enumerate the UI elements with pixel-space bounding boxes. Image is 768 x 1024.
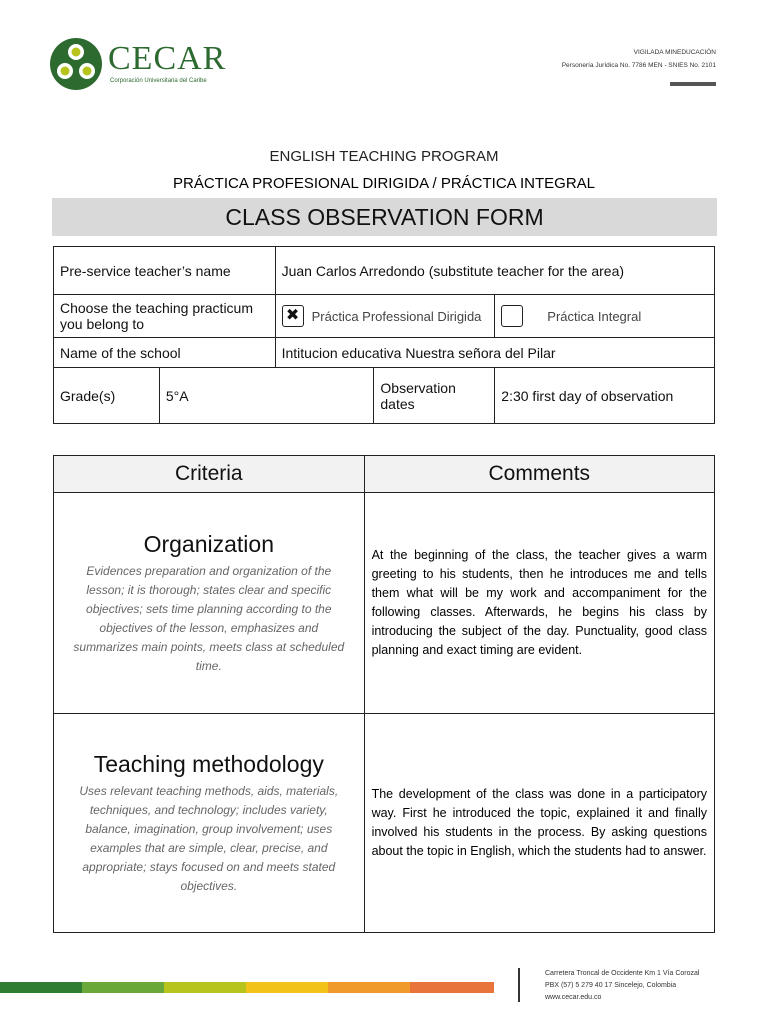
teacher-value[interactable]: Juan Carlos Arredondo (substitute teacher for the area) [275,247,714,295]
header-line-2: Personería Jurídica No. 7786 MEN - SNIES No. 2101 [561,62,716,69]
criterion-description: Uses relevant teaching methods, aids, materials, techniques, and technology; includes variety, balance, imagination, group involvement; uses examples that are simple, clear, precise, and appropriate; stays focused on and meets stated objectives. [79,783,339,893]
footer-divider [518,968,520,1002]
stripe-segment-5 [328,982,410,993]
practicum-label: Choose the teaching practicum you belong to [54,295,276,338]
criterion-cell [54,714,365,933]
option-dirigida-label: Práctica Professional Dirigida [311,308,482,324]
observation-dates-label: Observation dates [374,368,495,424]
grade-row [54,368,715,424]
criterion-cell [54,493,365,714]
teacher-label: Pre-service teacher’s name [54,247,276,295]
stripe-segment-2 [82,982,164,993]
stripe-segment-3 [164,982,246,993]
footer-line-1: Carretera Troncal de Occidente Km 1 Vía Corozal [545,970,700,977]
comment-text: The development of the class was done in a participatory way. First he introduced the topic, explained it and finally involved his students in the process. By asking questions about the topic in English, which the students had to answer. [371,787,707,858]
criteria-header: Criteria [54,456,365,493]
practicum-option-integral[interactable] [495,295,715,338]
program-title: ENGLISH TEACHING PROGRAM [269,148,499,165]
comment-cell[interactable] [364,493,714,714]
cecar-logo [48,36,238,92]
checkbox-empty-icon[interactable] [501,305,523,327]
footer-address [545,968,699,1004]
school-row [54,338,715,368]
header-line-1: VIGILADA MINEDUCACIÓN [633,49,716,56]
header-accent-bar [670,82,716,86]
practicum-row [54,295,715,338]
criteria-header-row [54,456,715,493]
comment-text: At the beginning of the class, the teacher gives a warm greeting to his students, then he introduces me and tells them what will be my work and accompaniment for the following classes. Afterwards, he begins his class by introducing the subject of the day. Punctuality, good class planning and exact timing are evident. [371,548,707,657]
practica-title: PRÁCTICA PROFESIONAL DIRIGIDA / PRÁCTICA INTEGRAL [172,175,596,192]
stripe-segment-6 [410,982,494,993]
cecar-emblem-icon [48,36,104,92]
criteria-row-organization [54,493,715,714]
school-label: Name of the school [54,338,276,368]
criterion-description: Evidences preparation and organization of the lesson; it is thorough; states clear and specific objectives; sets time planning according to the objectives of the lesson, emphasizes and summarizes main points, meets class at scheduled time. [73,563,345,673]
practicum-option-dirigida[interactable] [275,295,495,338]
footer-line-3: www.cecar.edu.co [545,994,602,1001]
criterion-title: Teaching methodology [93,750,324,777]
grade-value[interactable]: 5°A [159,368,374,424]
footer-line-2: PBX (57) 5 279 40 17 Sincelejo, Colombia [545,982,677,989]
stripe-segment-1 [0,982,82,993]
grade-label: Grade(s) [54,368,160,424]
criterion-title: Organization [143,530,274,557]
info-table [53,246,715,424]
stripe-segment-4 [246,982,328,993]
logo-subtitle: Corporación Universitaria del Caribe [110,78,207,84]
observation-dates-value[interactable]: 2:30 first day of observation [495,368,715,424]
option-integral-label: Práctica Integral [547,308,642,324]
teacher-row [54,247,715,295]
criteria-table [53,455,715,933]
comments-header: Comments [364,456,714,493]
logo-wordmark: CECAR [108,40,227,77]
form-title: CLASS OBSERVATION FORM [52,198,717,236]
header-legal-info [562,46,716,72]
criteria-row-methodology [54,714,715,933]
checkbox-checked-icon[interactable]: ✖ [282,305,304,327]
school-value[interactable]: Intitucion educativa Nuestra señora del Pilar [275,338,714,368]
comment-cell[interactable] [364,714,714,933]
